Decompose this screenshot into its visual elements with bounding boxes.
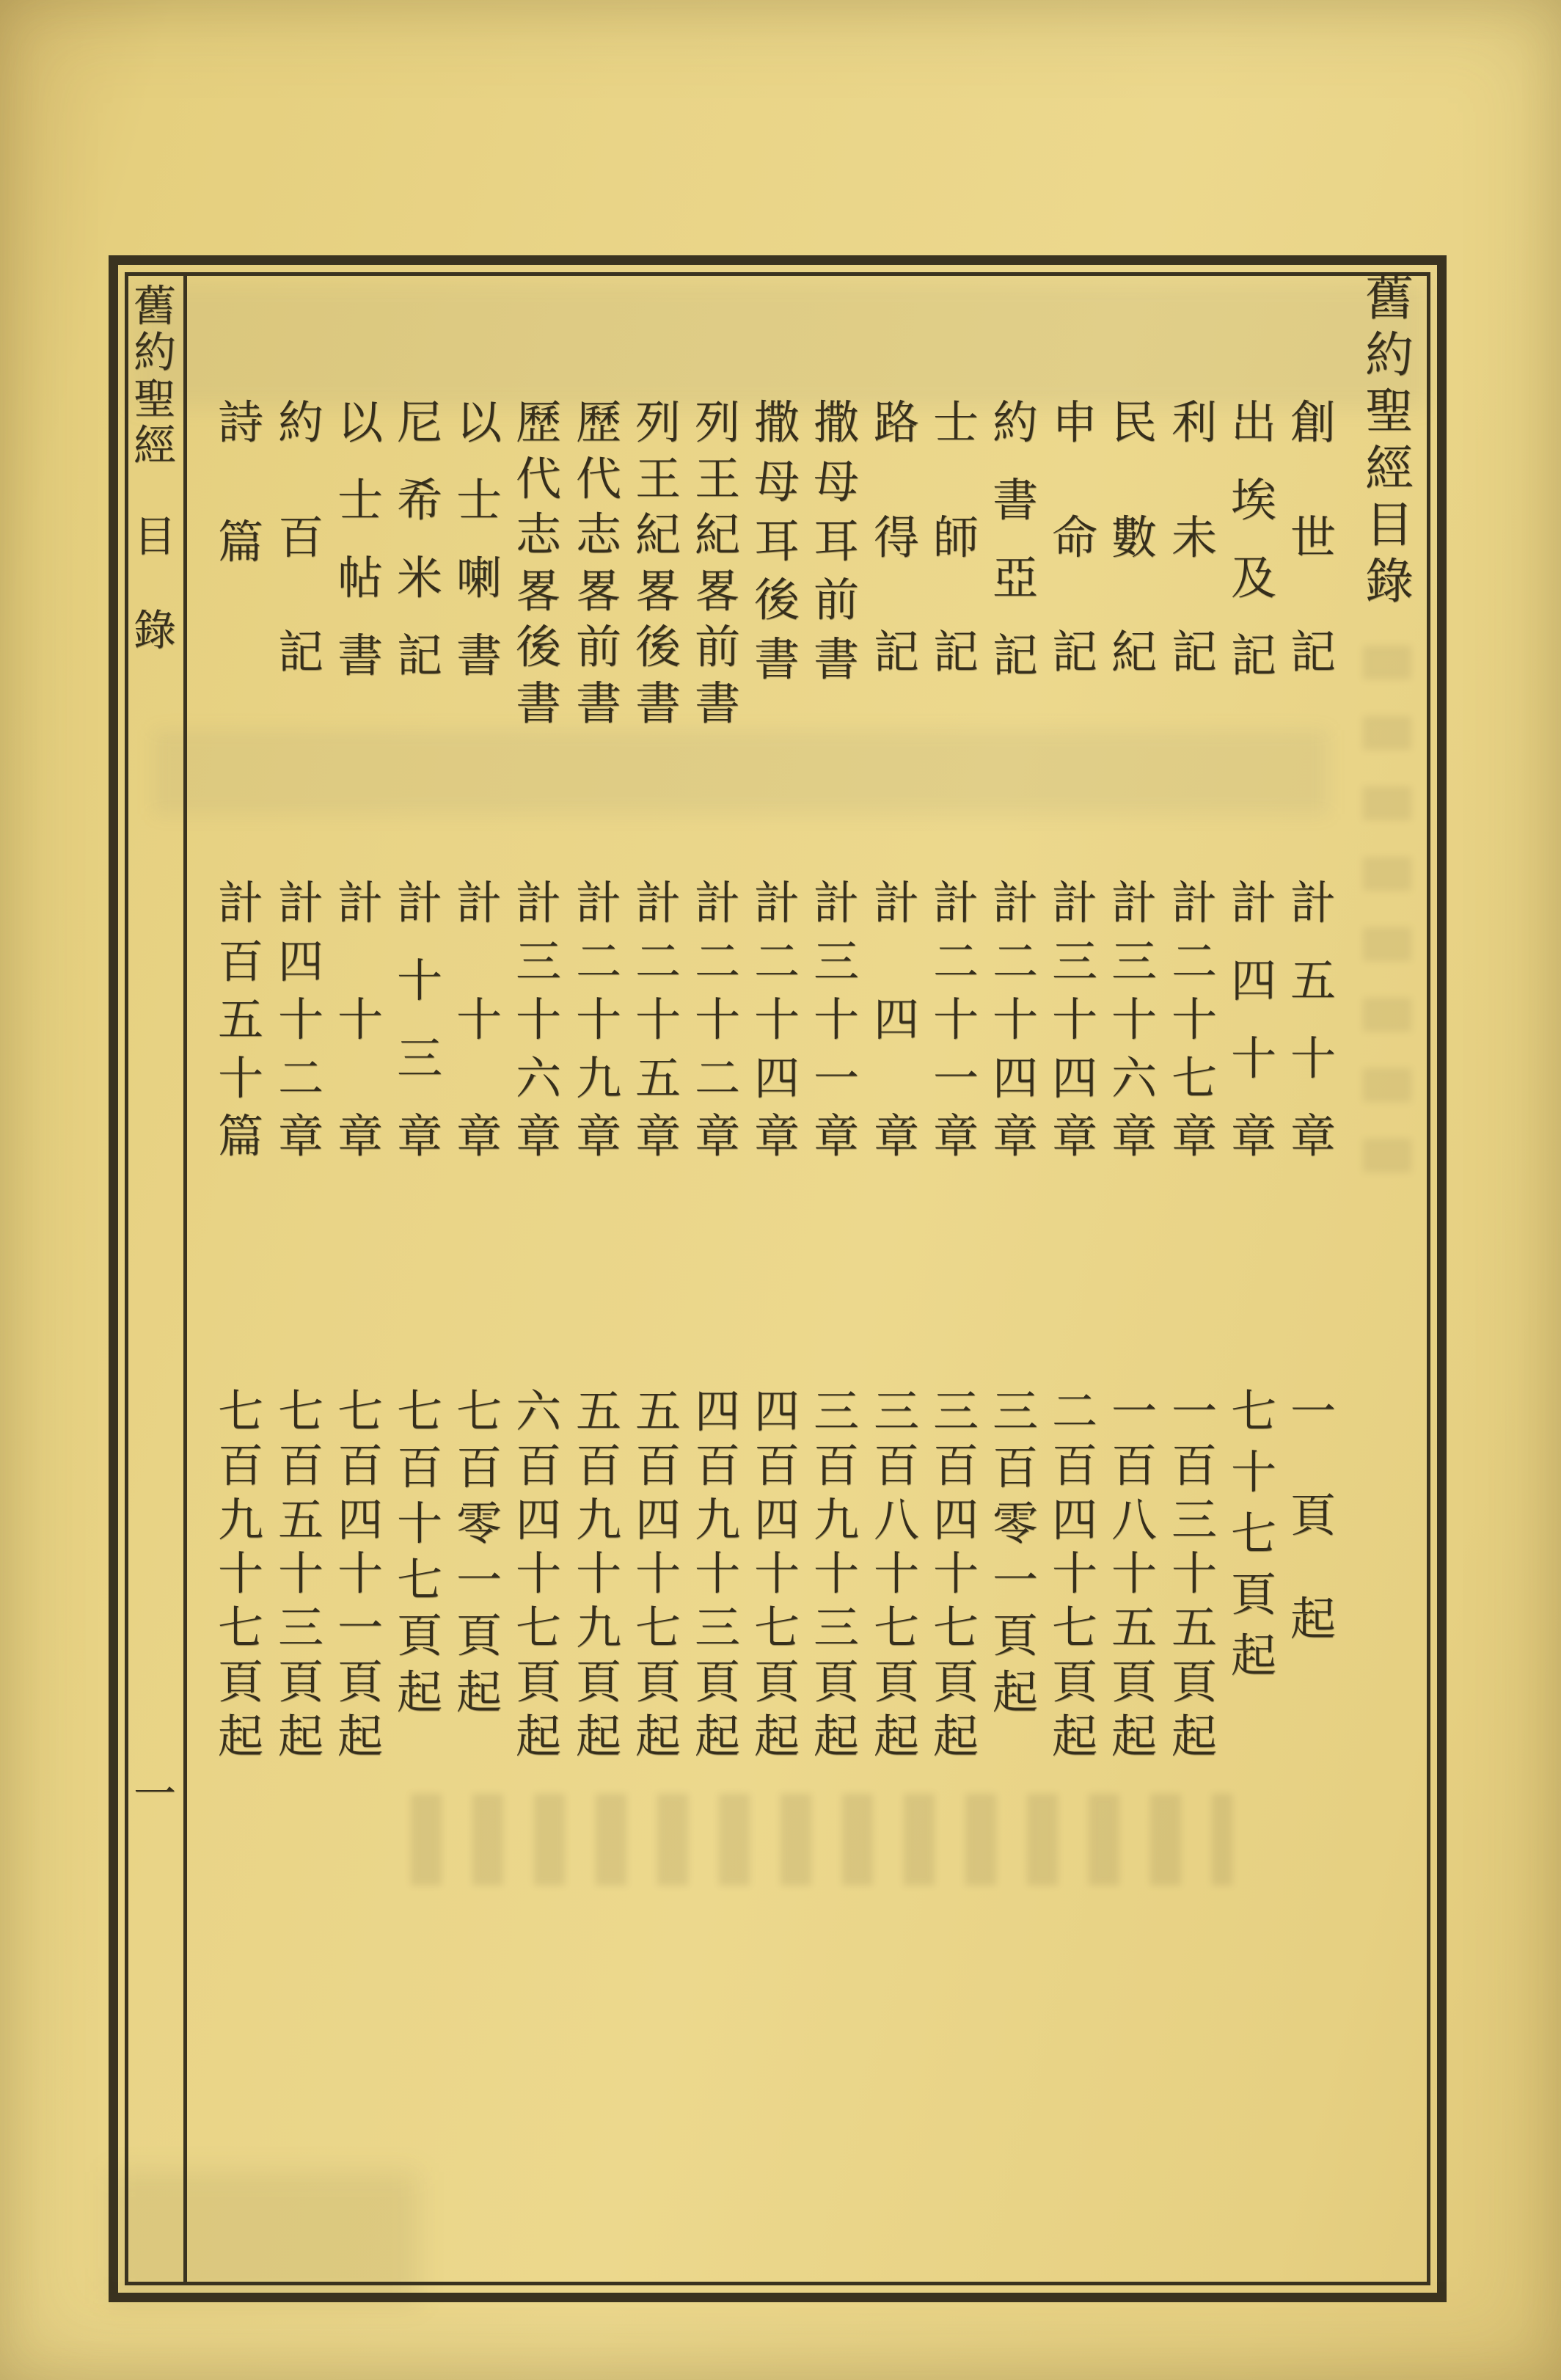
- book-column: [1287, 0, 1339, 2380]
- book-column: [334, 0, 387, 2380]
- folio-number: 一: [133, 1769, 176, 1819]
- book-name: 士 師 記: [932, 395, 979, 679]
- book-column: [214, 0, 267, 2380]
- book-name: 列 王 紀 畧 後 書: [635, 395, 681, 730]
- book-name: 撒 母 耳 後 書: [753, 395, 800, 686]
- chapter-count: 計 十 章: [456, 876, 502, 1163]
- start-page: 三 百 九 十 三 頁 起: [813, 1384, 859, 1763]
- book-column: [572, 0, 625, 2380]
- book-column: [870, 0, 923, 2380]
- book-name: 尼 希 米 記: [396, 395, 442, 682]
- book-column: [750, 0, 803, 2380]
- book-column: [810, 0, 863, 2380]
- book-name: 路 得 記: [873, 395, 919, 679]
- start-page: 七 百 五 十 三 頁 起: [277, 1384, 323, 1763]
- start-page: 七 十 七 頁 起: [1230, 1384, 1276, 1682]
- book-name: 歷 代 志 畧 前 書: [575, 395, 621, 730]
- start-page: 七 百 九 十 七 頁 起: [217, 1384, 263, 1763]
- book-column: [691, 0, 744, 2380]
- start-page: 五 百 九 十 九 頁 起: [575, 1384, 621, 1763]
- chapter-count: 計 三 十 六 章: [1111, 876, 1157, 1163]
- book-column: [393, 0, 446, 2380]
- margin-title: 錄: [133, 605, 176, 655]
- book-name: 以 士 帖 書: [337, 395, 383, 682]
- book-column: [1108, 0, 1160, 2380]
- chapter-count: 計 二 十 二 章: [694, 876, 740, 1163]
- book-column: [1227, 0, 1280, 2380]
- chapter-count: 計 二 十 四 章: [753, 876, 800, 1163]
- chapter-count: 計 二 十 一 章: [932, 876, 979, 1163]
- start-page: 三 百 四 十 七 頁 起: [932, 1384, 979, 1763]
- start-page: 一 頁 起: [1290, 1384, 1336, 1646]
- margin-column-rule: [183, 276, 187, 2282]
- book-name: 詩 篇: [217, 395, 263, 569]
- book-name: 列 王 紀 畧 前 書: [694, 395, 740, 730]
- chapter-count: 計 百 五 十 篇: [217, 876, 263, 1163]
- page-title: 舊 約 聖 經 目 錄: [1365, 270, 1414, 610]
- start-page: 一 百 八 十 五 頁 起: [1111, 1384, 1157, 1763]
- chapter-count: 計 二 十 四 章: [992, 876, 1038, 1163]
- book-column: [453, 0, 505, 2380]
- start-page: 七 百 零 一 頁 起: [456, 1384, 502, 1719]
- book-name: 創 世 記: [1290, 395, 1336, 679]
- book-name: 撒 母 耳 前 書: [813, 395, 859, 686]
- book-name: 以 士 喇 書: [456, 395, 502, 682]
- start-page: 六 百 四 十 七 頁 起: [515, 1384, 561, 1763]
- book-name: 利 未 記: [1171, 395, 1217, 679]
- book-column: [989, 0, 1042, 2380]
- start-page: 一 百 三 十 五 頁 起: [1171, 1384, 1217, 1763]
- chapter-count: 計 五 十 章: [1290, 876, 1336, 1163]
- chapter-count: 計 三 十 六 章: [515, 876, 561, 1163]
- margin-title: 舊 約 聖 經: [133, 281, 176, 470]
- chapter-count: 計 四 章: [873, 876, 919, 1163]
- chapter-count: 計 三 十 四 章: [1051, 876, 1097, 1163]
- book-name: 約 百 記: [277, 395, 323, 679]
- start-page: 七 百 四 十 一 頁 起: [337, 1384, 383, 1763]
- start-page: 七 百 十 七 頁 起: [396, 1384, 442, 1719]
- chapter-count: 計 十 三 章: [396, 876, 442, 1163]
- book-name: 約 書 亞 記: [992, 395, 1038, 682]
- book-column: [274, 0, 327, 2380]
- book-column: [1048, 0, 1101, 2380]
- book-name: 申 命 記: [1051, 395, 1097, 679]
- start-page: 二 百 四 十 七 頁 起: [1051, 1384, 1097, 1763]
- book-name: 出 埃 及 記: [1230, 395, 1276, 682]
- margin-title: 目: [133, 511, 176, 561]
- start-page: 三 百 零 一 頁 起: [992, 1384, 1038, 1719]
- chapter-count: 計 四 十 章: [1230, 876, 1276, 1163]
- start-page: 四 百 四 十 七 頁 起: [753, 1384, 800, 1763]
- start-page: 五 百 四 十 七 頁 起: [635, 1384, 681, 1763]
- book-name: 民 數 紀: [1111, 395, 1157, 679]
- book-column: [632, 0, 684, 2380]
- book-name: 歷 代 志 畧 後 書: [515, 395, 561, 730]
- book-column: [1168, 0, 1221, 2380]
- chapter-count: 計 十 章: [337, 876, 383, 1163]
- book-column: [929, 0, 982, 2380]
- chapter-count: 計 四 十 二 章: [277, 876, 323, 1163]
- book-column: [512, 0, 565, 2380]
- start-page: 三 百 八 十 七 頁 起: [873, 1384, 919, 1763]
- chapter-count: 計 三 十 一 章: [813, 876, 859, 1163]
- start-page: 四 百 九 十 三 頁 起: [694, 1384, 740, 1763]
- chapter-count: 計 二 十 七 章: [1171, 876, 1217, 1163]
- chapter-count: 計 二 十 五 章: [635, 876, 681, 1163]
- chapter-count: 計 二 十 九 章: [575, 876, 621, 1163]
